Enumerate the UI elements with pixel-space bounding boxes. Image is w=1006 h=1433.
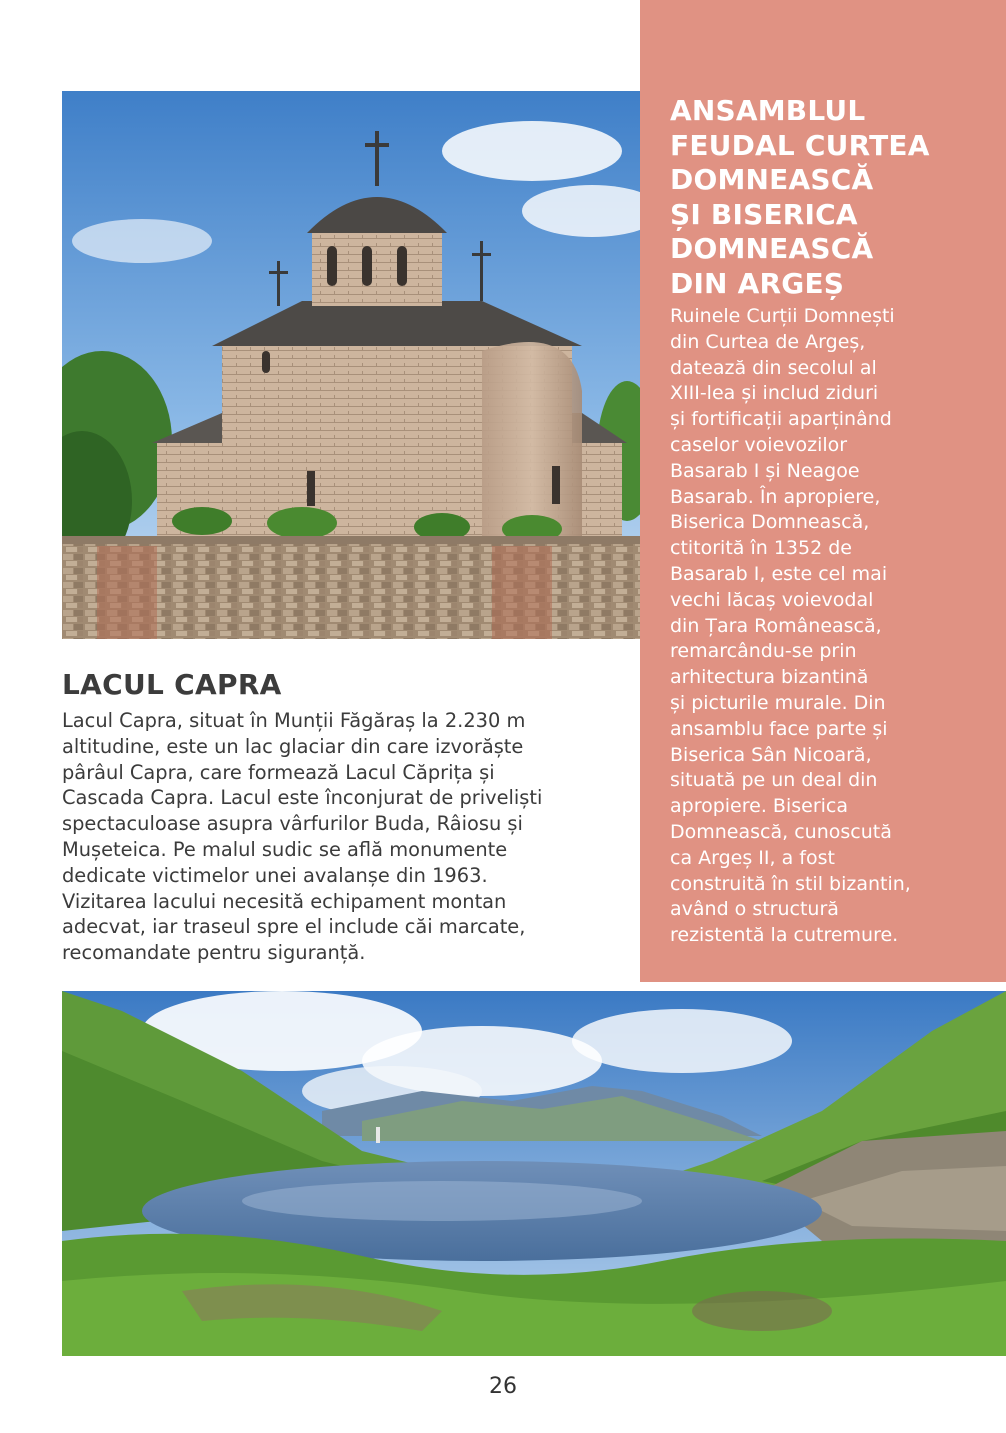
body-line: construită în stil bizantin, <box>670 872 911 895</box>
title-line: DIN ARGEȘ <box>670 266 845 300</box>
page-number: 26 <box>489 1374 517 1399</box>
body-line: rezistentă la cutremure. <box>670 924 899 947</box>
body-line: datează din secolul al <box>670 356 877 379</box>
body-line: recomandate pentru siguranță. <box>62 941 366 965</box>
title-line: ȘI BISERICA <box>670 197 858 231</box>
body-line: situată pe un deal din <box>670 769 878 792</box>
body-line: dedicate victimelor unei avalanșe din 1963. <box>62 863 488 887</box>
body-line: arhitectura bizantină <box>670 666 869 689</box>
church-illustration <box>62 91 640 639</box>
body-line: adecvat, iar traseul spre el include căi marcate, <box>62 915 526 939</box>
body-line: apropiere. Biserica <box>670 795 848 818</box>
body-line: altitudine, este un lac glaciar din care izvorăște <box>62 734 524 758</box>
body-line: din Țara Românească, <box>670 614 882 637</box>
sidebar-body-text <box>670 304 990 949</box>
body-line: Basarab. În apropiere, <box>670 485 881 508</box>
title-line: DOMNEASCĂ <box>670 232 874 265</box>
body-line: spectaculoase asupra vârfurilor Buda, Râiosu și <box>62 812 523 836</box>
body-line: Basarab I și Neagoe <box>670 459 860 482</box>
title-line: DOMNEASCĂ <box>670 163 874 196</box>
body-line: Basarab I, este cel mai <box>670 562 888 585</box>
body-line: și picturile murale. Din <box>670 691 886 714</box>
church-photo <box>62 91 640 639</box>
body-line: Lacul Capra, situat în Munții Făgăraș la 2.230 m <box>62 709 526 732</box>
section-title: LACUL CAPRA <box>62 668 282 701</box>
body-line: din Curtea de Argeș, <box>670 330 866 353</box>
body-line: ansamblu face parte și <box>670 717 888 740</box>
body-line: remarcându-se prin <box>670 640 857 663</box>
body-line: Vizitarea lacului necesită echipament montan <box>62 889 507 913</box>
title-line: ANSAMBLUL <box>670 94 866 127</box>
body-line: vechi lăcaș voievodal <box>670 588 874 611</box>
body-line: Mușeteica. Pe malul sudic se află monumente <box>62 837 508 861</box>
body-line: caselor voievozilor <box>670 433 848 456</box>
sidebar-title <box>670 94 990 301</box>
body-line: XIII-lea și includ ziduri <box>670 382 879 405</box>
body-line: Biserica Domnească, <box>670 511 870 534</box>
body-line: ctitorită în 1352 de <box>670 537 852 560</box>
body-line: având o structură <box>670 898 839 921</box>
body-line: și fortificații aparținând <box>670 408 892 431</box>
lake-photo <box>62 991 1006 1356</box>
body-line: Biserica Sân Nicoară, <box>670 743 872 766</box>
section-body-text <box>62 708 632 966</box>
title-line: FEUDAL CURTEA <box>670 128 930 162</box>
body-line: ca Argeș II, a fost <box>670 846 835 869</box>
body-line: Domnească, cunoscută <box>670 820 892 843</box>
body-line: Cascada Capra. Lacul este înconjurat de priveliști <box>62 786 543 810</box>
lake-illustration <box>62 991 1006 1356</box>
body-line: pârâul Capra, care formează Lacul Căprița și <box>62 760 495 784</box>
body-line: Ruinele Curții Domnești <box>670 305 895 327</box>
